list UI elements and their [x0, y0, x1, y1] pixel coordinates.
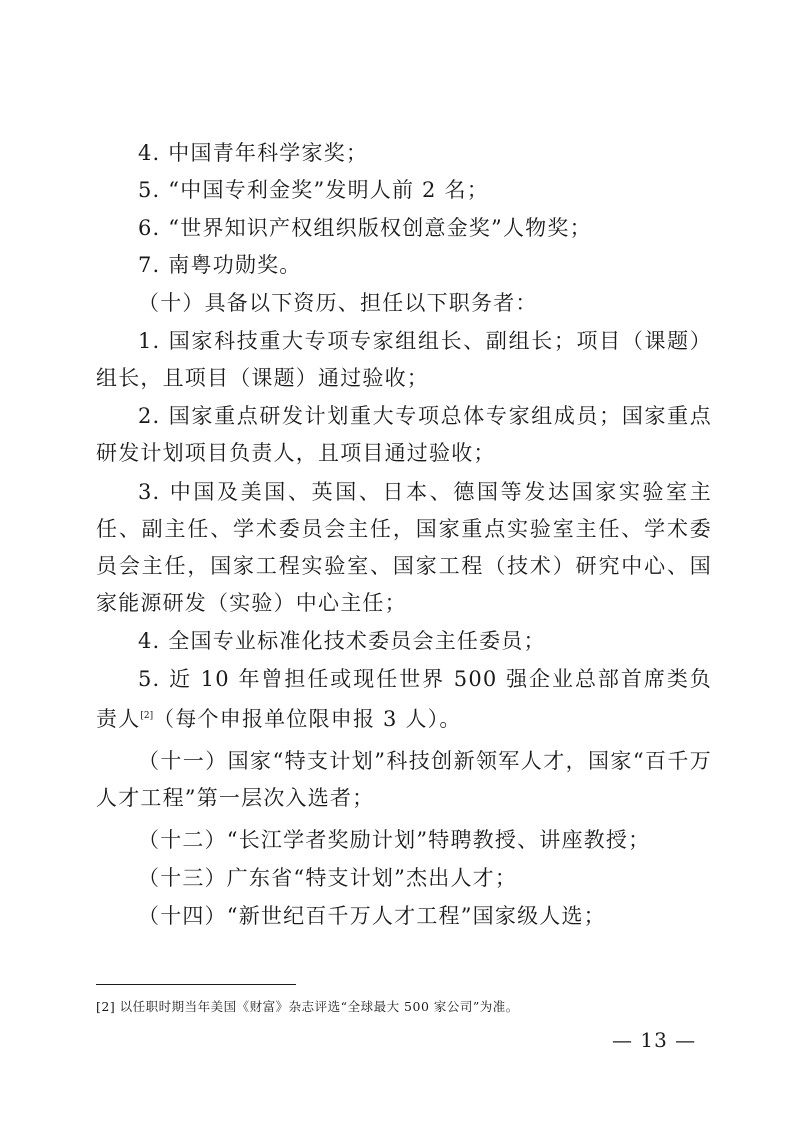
section-item-13: （十三）广东省“特支计划”杰出人才； — [138, 866, 518, 890]
section-heading-10: （十）具备以下资历、担任以下职务者： — [138, 291, 538, 315]
list-item-5-fortune500-executive — [96, 661, 712, 738]
footnote-divider — [96, 984, 296, 985]
page-number: — 13 — — [612, 1028, 697, 1052]
list-item-5-patent-gold-award: 5. “中国专利金奖”发明人前 2 名； — [138, 178, 489, 202]
footnote-2: [2] 以任职时期当年美国《财富》杂志评选“全球最大 500 家公司”为准。 — [96, 999, 519, 1014]
list-item-5-continuation: （每个申报单位限申报 3 人）。 — [153, 707, 462, 731]
list-item-3-laboratory-director: 3. 中国及美国、英国、日本、德国等发达国家实验室主任、副主任、学术委员会主任，国家重点实验室主任、学术委员会主任，国家工程实验室、国家工程（技术）研究中心、国家能源研发（实验）中心主任； — [96, 480, 712, 615]
section-item-11: （十一）国家“特支计划”科技创新领军人才，国家“百千万人才工程”第一层次入选者； — [96, 749, 712, 810]
list-item-4-standardization-committee: 4. 全国专业标准化技术委员会主任委员； — [138, 629, 546, 653]
list-item-1-major-project-expert: 1. 国家科技重大专项专家组组长、副组长；项目（课题）组长，且项目（课题）通过验收； — [96, 329, 712, 390]
list-item-4-youth-scientist-award: 4. 中国青年科学家奖； — [138, 141, 369, 165]
footnote-reference: [2] — [140, 711, 154, 721]
list-item-7-nanyue-award: 7. 南粤功勋奖。 — [138, 253, 302, 277]
list-item-5-text: 5. 近 10 年曾担任或现任世界 500 强企业总部首席类负责人 — [96, 667, 712, 731]
section-item-12: （十二）“长江学者奖励计划”特聘教授、讲座教授； — [138, 828, 651, 852]
section-item-14: （十四）“新世纪百千万人才工程”国家级人选； — [138, 904, 606, 928]
list-item-2-key-rd-program: 2. 国家重点研发计划重大专项总体专家组成员；国家重点研发计划项目负责人，且项目通过验收； — [96, 404, 712, 465]
list-item-6-wipo-award: 6. “世界知识产权组织版权创意金奖”人物奖； — [138, 216, 592, 240]
